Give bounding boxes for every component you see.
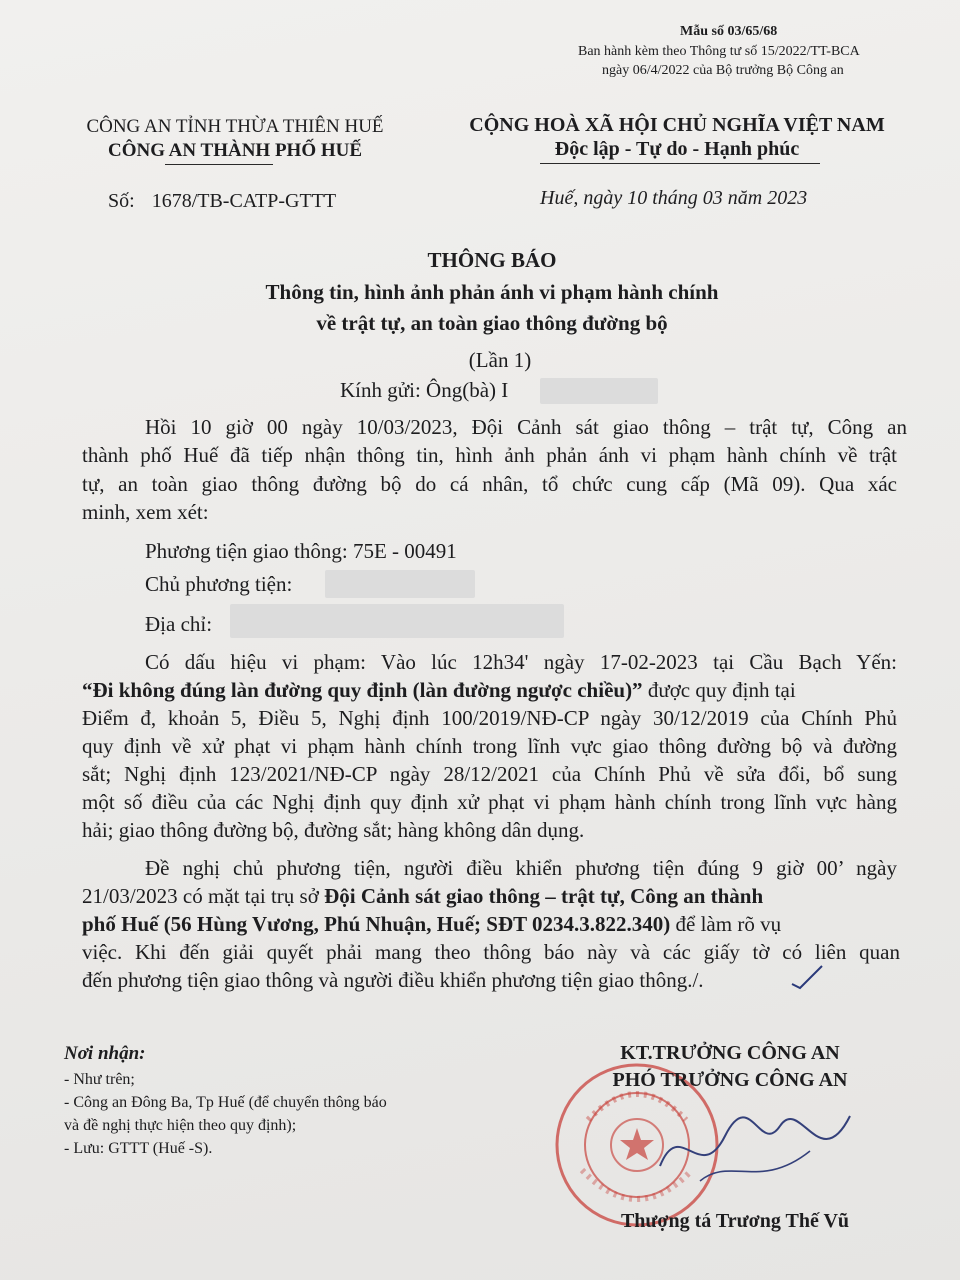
form-code: Mẫu số 03/65/68 <box>680 24 778 39</box>
recipients-heading: Nơi nhận: <box>64 1043 146 1064</box>
paragraph-2-line-5: sắt; Nghị định 123/2021/NĐ-CP ngày 28/12/2021 của Chính Phủ về sửa đổi, bổ sung <box>82 762 897 786</box>
paragraph-1-line-2: thành phố Huế đã tiếp nhận thông tin, hình ảnh phản ánh vi phạm hành chính về trật <box>82 443 897 467</box>
recipient-item-1: - Như trên; <box>64 1071 135 1088</box>
title-sub2: về trật tự, an toàn giao thông đường bộ <box>316 311 668 335</box>
signature-title-2: PHÓ TRƯỞNG CÔNG AN <box>612 1069 848 1091</box>
form-issued-line1: Ban hành kèm theo Thông tư số 15/2022/TT-BCA <box>578 44 860 59</box>
form-issued-line2: ngày 06/4/2022 của Bộ trưởng Bộ Công an <box>602 63 844 78</box>
paragraph-1-line-4: minh, xem xét: <box>82 500 209 524</box>
paragraph-3-line-5: đến phương tiện giao thông và người điều khiển phương tiện giao thông./. <box>82 968 704 992</box>
office-address: phố Huế (56 Hùng Vương, Phú Nhuận, Huế; SĐT 0234.3.822.340) <box>82 912 671 936</box>
vehicle-plate: Phương tiện giao thông: 75E - 00491 <box>145 539 457 563</box>
agency-line1: CÔNG AN TỈNH THỪA THIÊN HUẾ <box>86 116 384 137</box>
paragraph-3-line-2 <box>82 884 763 909</box>
signer-name: Thượng tá Trương Thế Vũ <box>620 1210 850 1232</box>
document-date: Huế, ngày 10 tháng 03 năm 2023 <box>540 187 808 209</box>
title-edition: (Lần 1) <box>468 348 532 372</box>
redacted-owner-name <box>325 570 475 598</box>
paragraph-2-line-4: quy định về xử phạt vi phạm hành chính trong lĩnh vực giao thông đường bộ và đường <box>82 734 897 758</box>
initial-check-mark <box>788 962 828 992</box>
recipient-line: Kính gửi: Ông(bà) I <box>340 378 509 402</box>
nation-line1: CỘNG HOÀ XÃ HỘI CHỦ NGHĨA VIỆT NAM <box>469 114 885 136</box>
doc-number-label: Số: <box>108 190 135 212</box>
paragraph-1-line-1: Hồi 10 giờ 00 ngày 10/03/2023, Đội Cảnh sát giao thông – trật tự, Công an <box>145 415 907 439</box>
signature-title-1: KT.TRƯỞNG CÔNG AN <box>620 1042 840 1064</box>
title-sub1: Thông tin, hình ảnh phản ánh vi phạm hành chính <box>265 280 719 304</box>
recipient-item-3: và đề nghị thực hiện theo quy định); <box>64 1117 297 1134</box>
paragraph-2-line-3: Điểm đ, khoản 5, Điều 5, Nghị định 100/2019/NĐ-CP ngày 30/12/2019 của Chính Phủ <box>82 706 897 730</box>
paragraph-2-line-6: một số điều của các Nghị định quy định xử phạt vi phạm hành chính trong lĩnh vực hàng <box>82 790 897 814</box>
recipient-item-4: - Lưu: GTTT (Huế -S). <box>64 1140 213 1157</box>
redacted-address <box>230 604 564 638</box>
redacted-recipient-name <box>540 378 658 404</box>
agency-line2: CÔNG AN THÀNH PHỐ HUẾ <box>107 140 363 161</box>
owner-label: Chủ phương tiện: <box>145 572 293 596</box>
paragraph-3-line-1: Đề nghị chủ phương tiện, người điều khiển phương tiện đúng 9 giờ 00’ ngày <box>145 856 897 880</box>
doc-number: 1678/TB-CATP-GTTT <box>151 190 337 212</box>
doc-number-row <box>108 190 336 213</box>
appointment-date: 21/03/2023 có mặt tại trụ sở <box>82 884 325 908</box>
paragraph-3-line-3 <box>82 912 781 937</box>
office-name: Đội Cảnh sát giao thông – trật tự, Công an thành <box>324 884 764 908</box>
paragraph-1-line-3: tự, an toàn giao thông đường bộ do cá nhân, tổ chức cung cấp (Mã 09). Qua xác <box>82 472 897 496</box>
paragraph-2-line-7: hải; giao thông đường bộ, đường sắt; hàng không dân dụng. <box>82 818 585 842</box>
agency-underline <box>165 164 273 165</box>
title-main: THÔNG BÁO <box>427 248 557 272</box>
address-label: Địa chỉ: <box>145 612 213 636</box>
nation-underline <box>540 163 820 164</box>
appointment-purpose: để làm rõ vụ <box>670 912 782 936</box>
nation-line2: Độc lập - Tự do - Hạnh phúc <box>554 138 800 160</box>
paragraph-2-line-1: Có dấu hiệu vi phạm: Vào lúc 12h34' ngày 17-02-2023 tại Cầu Bạch Yến: <box>145 650 897 674</box>
recipient-item-2: - Công an Đông Ba, Tp Huế (để chuyển thông báo <box>64 1094 387 1111</box>
paragraph-2-line-2 <box>82 678 796 703</box>
violation-regulation-intro: được quy định tại <box>642 678 796 702</box>
violation-description: “Đi không đúng làn đường quy định (làn đường ngược chiều)” <box>82 678 643 702</box>
handwritten-signature <box>640 1096 870 1206</box>
paragraph-3-line-4: việc. Khi đến giải quyết phải mang theo thông báo này và các giấy tờ có liên quan <box>82 940 900 964</box>
